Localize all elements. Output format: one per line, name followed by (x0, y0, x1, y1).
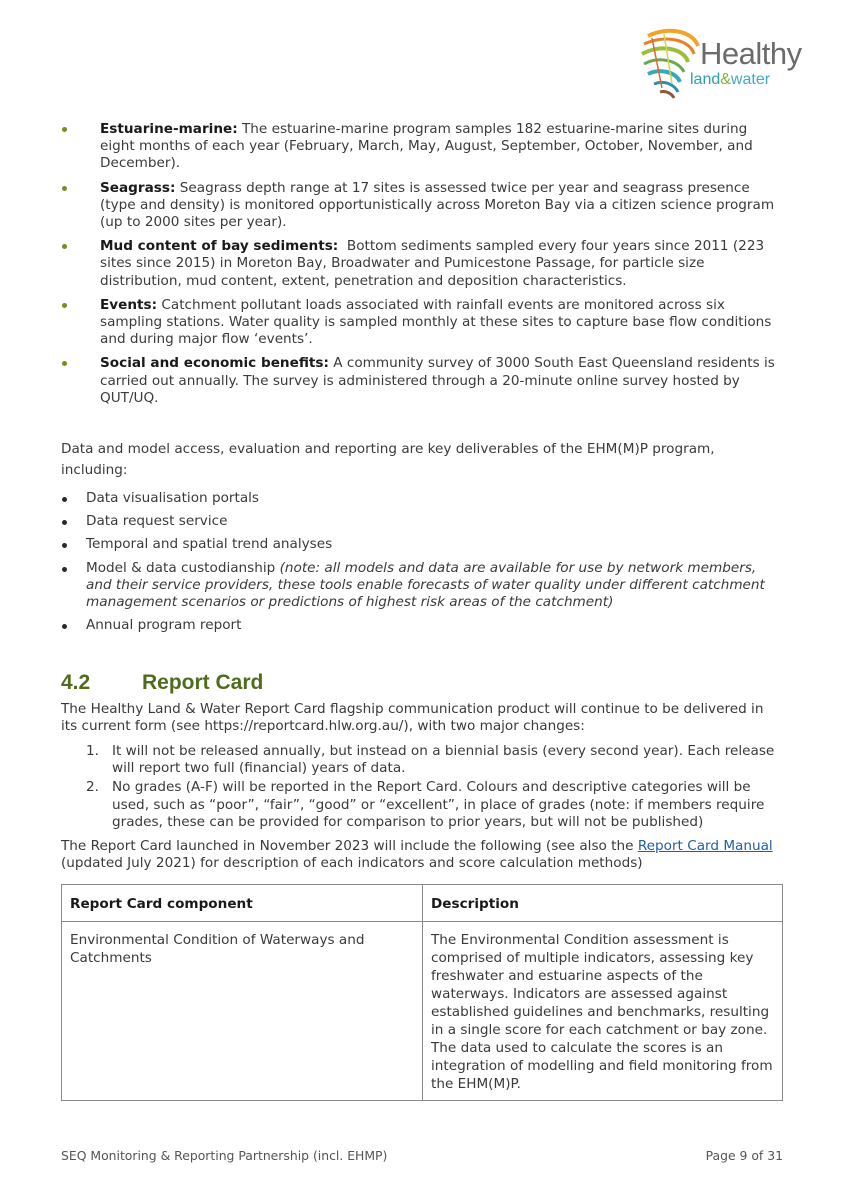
launch-paragraph: The Report Card launched in November 2023 will include the following (see also the Report Card Manual (updated July 2021) for description of each indicators and score calculation methods) (61, 838, 773, 872)
bullet-icon (62, 361, 67, 366)
bullet-icon (62, 543, 67, 548)
table-cell: Environmental Condition of Waterways and Catchments (62, 921, 423, 1100)
healthy-land-water-logo (638, 26, 816, 102)
report-card-intro: The Healthy Land & Water Report Card flagship communication product will continue to be delivered in its current form (see https://reportcard.hlw.org.au/), with two major changes: (61, 700, 764, 734)
section-title: Report Card (142, 671, 264, 695)
bullet-icon (62, 244, 67, 249)
deliverables-list (61, 490, 783, 634)
list-item: Data visualisation portals (61, 490, 783, 507)
list-item: Model & data custodianship (note: all models and data are available for use by network members, and their service providers, these tools enable forecasts of water quality under different catchment management scenarios or predictions of highest risk areas of the catchment) (61, 560, 783, 612)
list-item: Temporal and spatial trend analyses (61, 536, 783, 553)
bullet-icon (62, 303, 67, 308)
report-card-manual-link[interactable]: Report Card Manual (637, 838, 773, 855)
changes-list (61, 743, 783, 831)
list-item: 2. No grades (A-F) will be reported in the Report Card. Colours and descriptive categories will be used, such as “poor”, “fair”, “good” or “excellent”, in place of grades (note: if members require grades, these can be provided for comparison to prior years, but will not be published) (86, 779, 765, 830)
bullet-icon (62, 186, 67, 191)
bullet-icon (62, 567, 67, 572)
table-header-row (62, 884, 783, 921)
footer-title: SEQ Monitoring & Reporting Partnership (incl. EHMP) (61, 1148, 388, 1163)
logo-text-healthy: Healthy (700, 36, 802, 71)
logo-text-land-water: land&water (690, 71, 771, 88)
list-item: Seagrass: Seagrass depth range at 17 sites is assessed twice per year and seagrass presence (type and density) is monitored opportunistically across Moreton Bay via a citizen science program (up to 2000 sites per year). (61, 180, 783, 232)
bullet-icon (62, 127, 67, 132)
table-header: Report Card component (62, 884, 423, 921)
section-number: 4.2 (61, 671, 91, 695)
deliverables-intro: Data and model access, evaluation and reporting are key deliverables of the EHM(M)P program, including: (61, 441, 715, 479)
list-item: Social and economic benefits: A community survey of 3000 South East Queensland residents is carried out annually. The survey is administered through a 20-minute online survey hosted by QUT/UQ. (61, 355, 783, 407)
bullet-icon (62, 520, 67, 525)
bullet-icon (62, 624, 67, 629)
list-item: Data request service (61, 513, 783, 530)
list-item: Annual program report (61, 617, 783, 634)
table-header: Description (423, 884, 783, 921)
section-heading (61, 671, 783, 695)
leaf-swirl-icon (638, 26, 708, 102)
list-item: Events: Catchment pollutant loads associated with rainfall events are monitored across six sampling stations. Water quality is sampled monthly at these sites to capture base flow conditions and during major flow ‘events’. (61, 297, 783, 349)
bullet-icon (62, 497, 67, 502)
table-row (62, 921, 783, 1100)
list-item: 1. It will not be released annually, but instead on a biennial basis (every second year). Each release will report two full (financial) years of data. (86, 743, 775, 777)
list-item: Mud content of bay sediments: Bottom sediments sampled every four years since 2011 (223 sites since 2015) in Moreton Bay, Broadwater and Pumicestone Passage, for particle size distribution, mud content, extent, penetration and deposition characteristics. (61, 238, 783, 290)
page-footer (61, 1148, 783, 1163)
report-card-table (61, 884, 783, 1101)
monitoring-program-list (61, 121, 783, 407)
page-content (61, 121, 783, 1101)
list-item: Estuarine-marine: The estuarine-marine program samples 182 estuarine-marine sites during eight months of each year (February, March, May, August, September, October, November, and December). (61, 121, 783, 173)
page-number: Page 9 of 31 (705, 1148, 783, 1163)
table-cell: The Environmental Condition assessment is comprised of multiple indicators, assessing key freshwater and estuarine aspects of the waterways. Indicators are assessed against established guidelines and benchmarks, resulting in a single score for each catchment or bay zone. The data used to calculate the scores is an integration of modelling and field monitoring from the EHM(M)P. (423, 921, 783, 1100)
